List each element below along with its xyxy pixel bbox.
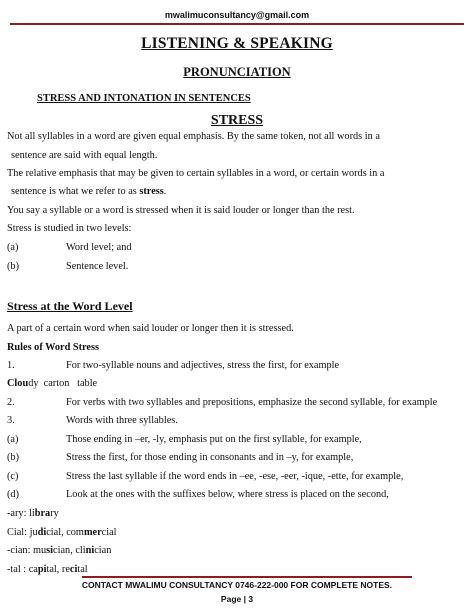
word-level-definition: A part of a certain word when said louder or longer then it is stressed. [7,323,294,334]
section-heading: STRESS AND INTONATION IN SENTENCES [37,93,251,104]
intro-p1-line2: sentence are said with equal length. [11,150,158,161]
page-number: Page | 3 [220,594,254,604]
suffix-ary-stress: bra [34,508,51,519]
level-a-text: Word level; and [66,242,132,253]
suffix-cial-post: cial [101,527,117,538]
suffix-cian-mid: cian, cli [53,545,86,556]
stress-heading: STRESS [210,113,264,128]
suffix-cian [7,545,111,556]
suffix-ary [7,508,59,519]
suffix-ary-post: ry [50,508,59,519]
example-table: table [77,378,98,389]
rule-2-text: For verbs with two syllables and prepositions, emphasize the second syllable, for example [66,397,438,408]
rule-1-marker: 1. [7,360,15,371]
rule-2-marker: 2. [7,397,15,408]
suffix-cian-stress-1: si [46,545,54,556]
suffix-tal-stress-1: pi [37,564,47,575]
suffix-cial-mid: cial, com [46,527,84,538]
suffix-cian-pre: -cian: mu [7,545,47,556]
level-b-marker: (b) [7,261,20,272]
subrule-d-marker: (d) [7,489,20,500]
header-divider [10,23,464,25]
page-subtitle: PRONUNCIATION [183,65,291,79]
intro-p2-period: . [163,186,167,197]
intro-p1-line1: Not all syllables in a word are given equal emphasis. By the same token, not all words in a [7,131,380,142]
level-b-text: Sentence level. [66,261,129,272]
intro-p2-line1: The relative emphasis that may be given to certain syllables in a word, or certain words in a [7,168,385,179]
subrule-c-text: Stress the last syllable if the word ends in –ee, -ese, -eer, -ique, -ette, for example, [66,471,404,482]
word-level-heading: Stress at the Word Level [7,299,133,313]
example-carton: carton [43,378,70,389]
example-cloudy-rest: dy [28,378,39,389]
suffix-tal-mid: tal, re [46,564,70,575]
rule-3-text: Words with three syllables. [66,415,178,426]
suffix-tal-stress-2: ci [69,564,78,575]
suffix-cial-pre: Cial: ju [7,527,38,538]
subrule-b-marker: (b) [7,452,20,463]
subrule-a-marker: (a) [7,434,19,445]
intro-p2-line2 [11,186,166,197]
suffix-tal [7,564,88,575]
page-title: LISTENING & SPEAKING [141,35,333,52]
suffix-tal-pre: -tal : ca [7,564,38,575]
header-email: mwalimuconsultancy@gmail.com [164,10,310,20]
level-a-marker: (a) [7,242,19,253]
footer-divider [82,576,412,578]
suffix-cial [7,527,117,538]
suffix-cian-stress-2: ni [85,545,95,556]
suffix-ary-pre: -ary: li [7,508,35,519]
example-cloudy-stress: Clou [7,378,29,389]
rule-3-marker: 3. [7,415,15,426]
subrule-c-marker: (c) [7,471,19,482]
subrule-a-text: Those ending in –er, -ly, emphasis put on the first syllable, for example, [66,434,362,445]
suffix-cian-post: cian [94,545,112,556]
stress-term: stress [139,186,164,197]
intro-p2-text: sentence is what we refer to as [11,186,140,197]
suffix-cial-stress-2: mer [83,527,102,538]
suffix-cial-stress-1: di [37,527,47,538]
subrule-d-text: Look at the ones with the suffixes below, where stress is placed on the second, [66,489,389,500]
rules-heading: Rules of Word Stress [7,342,100,353]
rule-1-text: For two-syllable nouns and adjectives, stress the first, for example [66,360,340,371]
subrule-b-text: Stress the first, for those ending in consonants and in –y, for example, [66,452,354,463]
footer-contact: CONTACT MWALIMU CONSULTANCY 0746-222-000 FOR COMPLETE NOTES. [81,580,393,590]
intro-p4: Stress is studied in two levels: [7,223,132,234]
rule-1-examples [7,378,97,389]
intro-p3: You say a syllable or a word is stressed when it is said louder or longer than the rest. [7,205,355,216]
suffix-tal-post: tal [77,564,88,575]
